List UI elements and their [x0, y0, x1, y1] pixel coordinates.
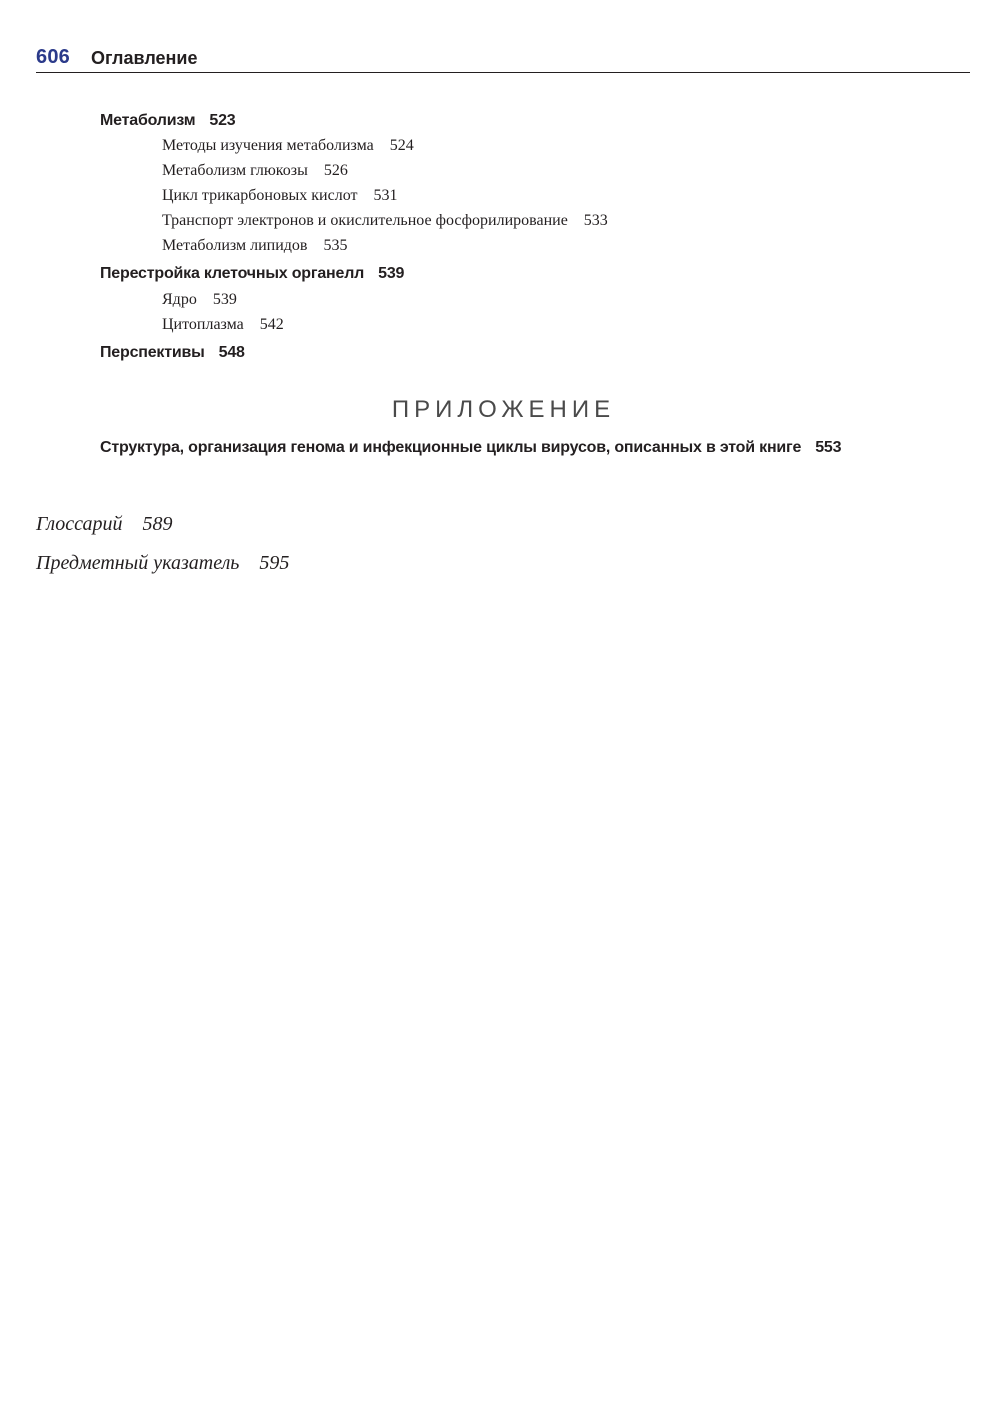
toc-subentry[interactable]: [162, 237, 347, 255]
toc-entry-title: Перестройка клеточных органелл: [100, 265, 365, 282]
toc-subentry-page: 526: [323, 162, 348, 179]
toc-entry-title: Предметный указатель: [36, 552, 240, 574]
toc-entry-title: Перспективы: [100, 344, 205, 361]
toc-subentry-title: Цикл трикарбоновых кислот: [162, 187, 358, 204]
toc-entry-page: 539: [378, 265, 405, 282]
toc-subentry-page: 542: [259, 316, 284, 333]
toc-entry-title: Глоссарий: [36, 513, 123, 535]
toc-entry-metabolism[interactable]: [100, 112, 236, 130]
page-number: 606: [36, 46, 70, 68]
toc-entry-page: 523: [209, 112, 236, 129]
toc-entry-page: 595: [259, 552, 290, 574]
toc-subentry-page: 531: [373, 187, 398, 204]
toc-subentry-title: Методы изучения метаболизма: [162, 137, 374, 154]
toc-subentry[interactable]: [162, 316, 284, 334]
toc-subentry[interactable]: [162, 187, 397, 205]
toc-entry-glossary[interactable]: [36, 513, 173, 536]
appendix-heading: ПРИЛОЖЕНИЕ: [391, 396, 616, 423]
toc-subentry[interactable]: [162, 162, 348, 180]
toc-entry-title: Структура, организация генома и инфекционные циклы вирусов, описанных в этой книге: [100, 439, 802, 456]
toc-subentry-title: Ядро: [162, 291, 197, 308]
toc-entry-organelles[interactable]: [100, 265, 404, 283]
toc-entry-subject-index[interactable]: [36, 552, 289, 575]
toc-entry-page: 589: [142, 513, 173, 535]
toc-entry-page: 553: [815, 439, 842, 456]
toc-subentry[interactable]: [162, 212, 608, 230]
toc-subentry-page: 524: [389, 137, 414, 154]
toc-subentry-page: 539: [212, 291, 237, 308]
running-header: [36, 46, 970, 73]
toc-subentry-title: Цитоплазма: [162, 316, 244, 333]
toc-subentry[interactable]: [162, 291, 237, 309]
toc-subentry-title: Транспорт электронов и окислительное фосфорилирование: [162, 212, 568, 229]
toc-subentry-title: Метаболизм липидов: [162, 237, 308, 254]
running-title: Оглавление: [91, 48, 198, 68]
toc-subentry[interactable]: [162, 137, 414, 155]
toc-entry-perspectives[interactable]: [100, 344, 245, 362]
toc-subentry-page: 533: [583, 212, 608, 229]
toc-entry-title: Метаболизм: [100, 112, 196, 129]
toc-subentry-page: 535: [323, 237, 348, 254]
toc-entry-appendix[interactable]: [100, 439, 841, 457]
toc-subentry-title: Метаболизм глюкозы: [162, 162, 308, 179]
toc-entry-page: 548: [218, 344, 245, 361]
